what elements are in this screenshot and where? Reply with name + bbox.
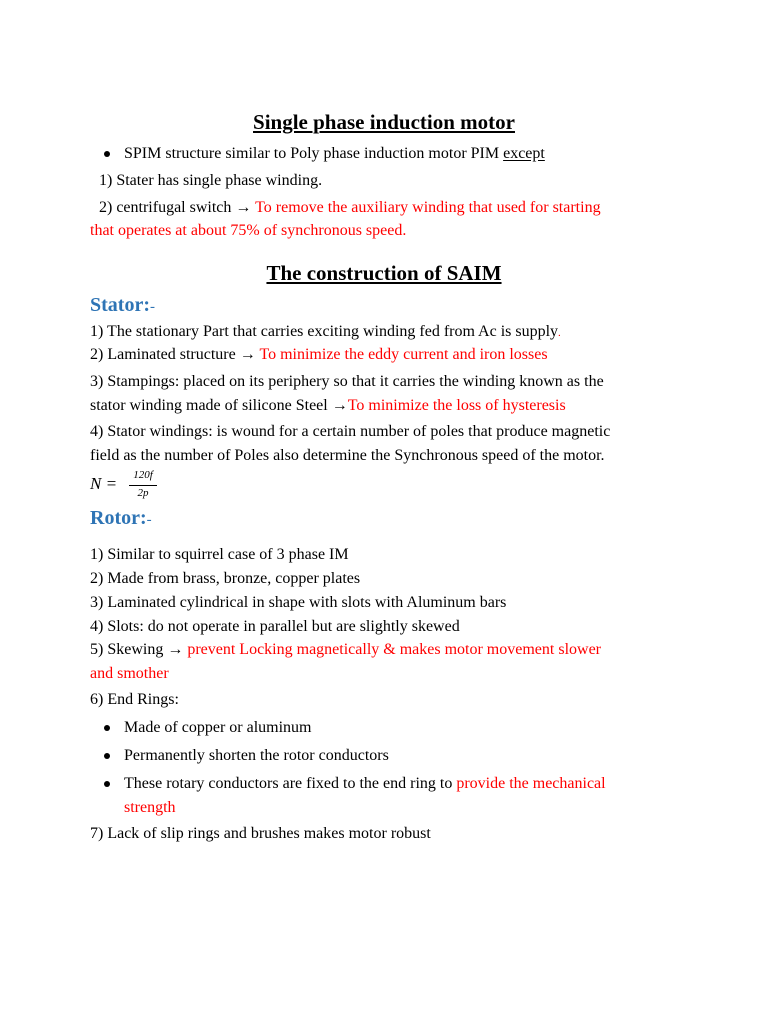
stator-line-4a: 4) Stator windings: is wound for a certain number of poles that produce magnetic	[90, 423, 611, 440]
rotor-line-3: 3) Laminated cylindrical in shape with slots with Aluminum bars	[90, 594, 507, 611]
stator-line-2	[90, 346, 548, 364]
stator-line-3a: 3) Stampings: placed on its periphery so that it carries the winding known as the	[90, 373, 604, 390]
stator-line-2-highlight: To minimize the eddy current and iron losses	[259, 346, 548, 363]
page-title: Single phase induction motor	[253, 110, 515, 134]
intro-bullet-text: SPIM structure similar to Poly phase induction motor PIM	[124, 145, 504, 162]
intro-item-2-continued: that operates at about 75% of synchronous speed.	[90, 222, 407, 239]
fraction-bar	[129, 485, 157, 486]
bullet-dot	[104, 753, 110, 759]
stator-line-3b-highlight: To minimize the loss of hysteresis	[347, 397, 566, 414]
stator-line-1-dot: .	[558, 327, 561, 339]
speed-formula-numerator: 120f	[133, 469, 153, 481]
bullet-dot	[104, 151, 110, 157]
bullet-dot	[104, 725, 110, 731]
rotor-line-5-highlight: prevent Locking magnetically & makes motor movement slower	[187, 641, 601, 658]
speed-formula-denominator: 2p	[137, 487, 149, 499]
stator-heading	[90, 294, 155, 318]
rotor-line-1: 1) Similar to squirrel case of 3 phase IM	[90, 546, 349, 563]
stator-line-3b-text: stator winding made of silicone Steel →	[90, 397, 348, 414]
stator-line-2-text: 2) Laminated structure →	[90, 346, 260, 363]
intro-bullet	[124, 145, 545, 163]
rotor-line-5	[90, 641, 601, 659]
end-rings-bullet-2: Permanently shorten the rotor conductors	[124, 747, 389, 764]
end-rings-bullet-3-continued: strength	[124, 799, 176, 816]
intro-bullet-except: except	[503, 145, 545, 162]
rotor-heading	[90, 507, 152, 531]
section-title: The construction of SAIM	[266, 261, 502, 285]
rotor-line-6: 6) End Rings:	[90, 691, 179, 708]
end-rings-bullet-3	[124, 775, 606, 793]
intro-item-2-text: 2) centrifugal switch →	[99, 199, 256, 216]
rotor-heading-dash: -	[146, 512, 152, 528]
end-rings-bullet-1: Made of copper or aluminum	[124, 719, 312, 736]
stator-line-1	[90, 323, 561, 342]
stator-line-1-text: 1) The stationary Part that carries exciting winding fed from Ac is supply	[90, 323, 559, 340]
stator-heading-text: Stator:	[90, 294, 150, 316]
intro-item-1: 1) Stater has single phase winding.	[99, 172, 323, 189]
rotor-line-5-continued: and smother	[90, 665, 169, 682]
bullet-dot	[104, 781, 110, 787]
rotor-line-5-text: 5) Skewing →	[90, 641, 188, 658]
stator-line-3b	[90, 397, 566, 415]
intro-item-2-highlight: To remove the auxiliary winding that used for starting	[255, 199, 601, 216]
rotor-heading-text: Rotor:	[90, 507, 147, 529]
speed-formula-lhs: N =	[90, 474, 118, 493]
rotor-line-2: 2) Made from brass, bronze, copper plates	[90, 570, 361, 587]
end-rings-bullet-3-text: These rotary conductors are fixed to the end ring to	[124, 775, 457, 792]
end-rings-bullet-3-highlight: provide the mechanical	[456, 775, 606, 792]
stator-line-4b: field as the number of Poles also determine the Synchronous speed of the motor.	[90, 447, 605, 464]
rotor-line-4: 4) Slots: do not operate in parallel but are slightly skewed	[90, 618, 460, 635]
stator-heading-dash: -	[149, 299, 155, 315]
rotor-line-7: 7) Lack of slip rings and brushes makes motor robust	[90, 825, 431, 842]
intro-item-2	[99, 199, 601, 217]
